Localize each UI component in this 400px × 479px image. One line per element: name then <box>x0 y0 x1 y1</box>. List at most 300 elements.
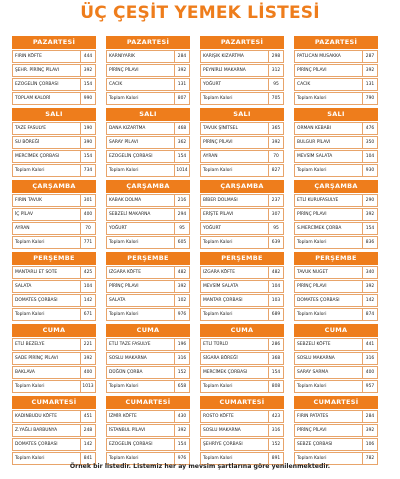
dish-row <box>200 266 284 279</box>
dish-calories: 392 <box>80 353 95 364</box>
total-label: Toplam Kalori <box>109 384 139 389</box>
total-label: Toplam Kalori <box>297 240 327 245</box>
dish-calories: 340 <box>362 267 377 278</box>
total-label: Toplam Kalori <box>15 384 45 389</box>
dish-calories: 298 <box>268 51 283 62</box>
menu-card <box>294 108 378 173</box>
dish-name: CACIK <box>109 82 123 87</box>
dish-calories: 104 <box>268 281 283 292</box>
dish-name: SEBZELİ KÖFTE <box>297 342 331 347</box>
dish-row <box>12 194 96 207</box>
dish-name: DOMATES ÇORBASI <box>15 298 58 303</box>
dish-name: YOĞURT <box>109 226 127 231</box>
dish-calories: 95 <box>174 223 189 234</box>
day-header: PAZARTESİ <box>294 36 378 49</box>
dish-calories: 221 <box>80 339 95 350</box>
day-header: ÇARŞAMBA <box>294 180 378 193</box>
dish-name: ETLİ KURUFASULYE <box>297 198 339 203</box>
dish-calories: 392 <box>362 281 377 292</box>
total-calories: 734 <box>80 165 95 176</box>
dish-name: MERCİMEK ÇORBASI <box>15 154 60 159</box>
dish-calories: 482 <box>174 267 189 278</box>
dish-name: KABAK DOLMA <box>109 198 142 203</box>
dish-calories: 152 <box>174 367 189 378</box>
dish-name: BİBER DOLMASI <box>203 198 238 203</box>
dish-name: KARIŞIK KIZARTMA <box>203 54 244 59</box>
dish-calories: 476 <box>362 123 377 134</box>
dish-calories: 154 <box>80 79 95 90</box>
dish-name: TAVUK ŞİNİTSEL <box>203 126 238 131</box>
dish-name: SALATA <box>15 284 32 289</box>
footer-note: Örnek bir listedir. Listemiz her ay mevsim şartlarına göre yenilenmektedir. <box>69 463 331 470</box>
dish-row <box>12 338 96 351</box>
total-calories: 639 <box>268 237 283 248</box>
dish-calories: 190 <box>80 123 95 134</box>
day-header: CUMA <box>12 324 96 337</box>
total-label: Toplam Kalori <box>109 312 139 317</box>
total-label: Toplam Kalori <box>15 168 45 173</box>
dish-calories: 425 <box>80 267 95 278</box>
dish-name: ERİŞTE PİLAVI <box>203 212 234 217</box>
menu-card <box>106 180 190 245</box>
total-label: Toplam Kalori <box>109 456 139 461</box>
dish-row <box>200 280 284 293</box>
total-row <box>106 236 190 249</box>
total-calories: 930 <box>362 165 377 176</box>
dish-name: İÇ PİLAV <box>15 212 33 217</box>
day-header: ÇARŞAMBA <box>200 180 284 193</box>
dish-row <box>12 424 96 437</box>
day-header: CUMARTESİ <box>106 396 190 409</box>
dish-row <box>106 366 190 379</box>
total-calories: 827 <box>268 165 283 176</box>
total-row <box>12 92 96 105</box>
dish-name: ETLİ TÜRLÜ <box>203 342 228 347</box>
total-calories: 836 <box>362 237 377 248</box>
dish-name: PİRİNÇ PİLAVI <box>109 68 139 73</box>
dish-row <box>294 50 378 63</box>
menu-card <box>106 396 190 461</box>
day-header: CUMA <box>200 324 284 337</box>
dish-calories: 154 <box>174 439 189 450</box>
dish-calories: 287 <box>362 51 377 62</box>
dish-calories: 400 <box>80 367 95 378</box>
total-row <box>294 236 378 249</box>
day-header: CUMA <box>294 324 378 337</box>
dish-row <box>294 280 378 293</box>
dish-row <box>12 410 96 423</box>
dish-name: SOSLU MAKARNA <box>109 356 147 361</box>
total-row <box>12 308 96 321</box>
day-header: PERŞEMBE <box>12 252 96 265</box>
dish-row <box>294 64 378 77</box>
dish-row <box>12 50 96 63</box>
dish-calories: 423 <box>268 411 283 422</box>
dish-calories: 392 <box>174 281 189 292</box>
menu-card <box>106 252 190 317</box>
dish-name: İSTANBUL PİLAVI <box>109 428 146 433</box>
total-label: Toplam Kalori <box>297 384 327 389</box>
dish-row <box>106 266 190 279</box>
dish-row <box>294 208 378 221</box>
dish-name: SARAY PİLAVI <box>109 140 138 145</box>
dish-name: SİGARA BÖREĞİ <box>203 356 238 361</box>
total-row <box>294 308 378 321</box>
dish-row <box>12 150 96 163</box>
dish-calories: 103 <box>268 295 283 306</box>
menu-card <box>106 324 190 389</box>
dish-name: SALATA <box>109 298 126 303</box>
dish-row <box>12 208 96 221</box>
dish-calories: 301 <box>80 195 95 206</box>
day-header: PAZARTESİ <box>200 36 284 49</box>
total-row <box>106 380 190 393</box>
dish-row <box>106 150 190 163</box>
dish-row <box>12 266 96 279</box>
dish-row <box>294 266 378 279</box>
dish-calories: 316 <box>362 353 377 364</box>
dish-name: CACIK <box>297 82 311 87</box>
dish-calories: 294 <box>174 209 189 220</box>
dish-calories: 316 <box>174 353 189 364</box>
dish-calories: 196 <box>174 339 189 350</box>
total-row <box>200 236 284 249</box>
dish-name: TAVUK NUGET <box>297 270 328 275</box>
dish-row <box>200 438 284 451</box>
dish-calories: 392 <box>362 65 377 76</box>
dish-calories: 284 <box>174 51 189 62</box>
dish-row <box>200 64 284 77</box>
total-label: Toplam Kalori <box>297 96 327 101</box>
total-calories: 841 <box>80 453 95 464</box>
dish-name: SU BÖREĞİ <box>15 140 40 145</box>
dish-name: MEVSİM SALATA <box>203 284 239 289</box>
dish-calories: 390 <box>80 137 95 148</box>
total-calories: 976 <box>174 453 189 464</box>
menu-card <box>200 252 284 317</box>
dish-row <box>200 208 284 221</box>
dish-name: MANTAR ÇORBASI <box>203 298 243 303</box>
dish-calories: 154 <box>80 151 95 162</box>
total-calories: 782 <box>362 453 377 464</box>
total-row <box>200 308 284 321</box>
dish-row <box>294 410 378 423</box>
dish-row <box>294 366 378 379</box>
total-label: Toplam Kalori <box>15 240 45 245</box>
dish-row <box>200 338 284 351</box>
day-header: SALI <box>294 108 378 121</box>
dish-name: MEVSİM SALATA <box>297 154 333 159</box>
dish-row <box>200 136 284 149</box>
dish-row <box>294 150 378 163</box>
day-header: CUMARTESİ <box>294 396 378 409</box>
dish-calories: 307 <box>268 209 283 220</box>
menu-card <box>200 108 284 173</box>
total-label: Toplam Kalori <box>203 240 233 245</box>
total-label: TOPLAM KALORİ <box>15 96 51 101</box>
total-row <box>200 92 284 105</box>
dish-row <box>12 294 96 307</box>
menu-card <box>200 36 284 101</box>
total-row <box>294 164 378 177</box>
dish-name: FIRIN KÖFTE <box>15 54 42 59</box>
total-label: Toplam Kalori <box>297 456 327 461</box>
dish-name: Z.YAĞLI BARBUNYA <box>15 428 58 433</box>
dish-name: AYRAN <box>203 154 218 159</box>
dish-row <box>12 280 96 293</box>
dish-calories: 441 <box>362 339 377 350</box>
dish-row <box>294 222 378 235</box>
dish-row <box>294 136 378 149</box>
dish-row <box>294 294 378 307</box>
dish-name: KADINBUDU KÖFTE <box>15 414 57 419</box>
dish-calories: 430 <box>174 411 189 422</box>
menu-card <box>200 180 284 245</box>
dish-calories: 106 <box>362 439 377 450</box>
menu-card <box>294 252 378 317</box>
menu-grid <box>12 36 390 461</box>
total-label: Toplam Kalori <box>203 96 233 101</box>
dish-name: DANA KIZARTMA <box>109 126 146 131</box>
dish-row <box>200 424 284 437</box>
total-row <box>106 92 190 105</box>
dish-calories: 482 <box>268 267 283 278</box>
dish-name: ROSTO KÖFTE <box>203 414 234 419</box>
total-calories: 790 <box>362 93 377 104</box>
menu-card <box>106 36 190 101</box>
dish-name: PİRİNÇ PİLAVI <box>297 68 327 73</box>
dish-name: PATLICAN MUSAKKA <box>297 54 341 59</box>
total-calories: 771 <box>80 237 95 248</box>
dish-row <box>294 438 378 451</box>
dish-calories: 392 <box>174 425 189 436</box>
dish-calories: 70 <box>268 151 283 162</box>
dish-calories: 286 <box>268 339 283 350</box>
day-header: PAZARTESİ <box>106 36 190 49</box>
dish-row <box>106 78 190 91</box>
page-title: ÜÇ ÇEŞİT YEMEK LİSTESİ <box>80 3 320 23</box>
dish-calories: 237 <box>268 195 283 206</box>
dish-calories: 392 <box>362 209 377 220</box>
dish-row <box>106 50 190 63</box>
dish-name: PİRİNÇ PİLAVI <box>297 212 327 217</box>
dish-calories: 104 <box>80 281 95 292</box>
total-row <box>294 380 378 393</box>
dish-calories: 142 <box>80 439 95 450</box>
total-calories: 808 <box>268 381 283 392</box>
total-label: Toplam Kalori <box>297 168 327 173</box>
dish-row <box>200 410 284 423</box>
dish-calories: 392 <box>174 65 189 76</box>
total-row <box>12 380 96 393</box>
dish-row <box>294 352 378 365</box>
total-label: Toplam Kalori <box>109 240 139 245</box>
dish-name: AYRAN <box>15 226 30 231</box>
total-calories: 874 <box>362 309 377 320</box>
dish-row <box>106 194 190 207</box>
total-label: Toplam Kalori <box>109 168 139 173</box>
menu-card <box>12 396 96 461</box>
dish-calories: 400 <box>362 367 377 378</box>
dish-calories: 316 <box>268 425 283 436</box>
dish-row <box>106 352 190 365</box>
dish-row <box>106 208 190 221</box>
dish-row <box>106 410 190 423</box>
total-label: Toplam Kalori <box>109 96 139 101</box>
dish-calories: 104 <box>362 151 377 162</box>
total-row <box>200 164 284 177</box>
dish-calories: 468 <box>174 123 189 134</box>
dish-name: ORMAN KEBABI <box>297 126 331 131</box>
menu-card <box>294 396 378 461</box>
menu-card <box>294 180 378 245</box>
dish-name: FIRIN TAVUK <box>15 198 43 203</box>
dish-name: TAZE FASULYE <box>15 126 46 131</box>
dish-name: DOMATES ÇORBASI <box>297 298 340 303</box>
dish-calories: 392 <box>80 65 95 76</box>
dish-name: PİRİNÇ PİLAVI <box>297 284 327 289</box>
dish-calories: 152 <box>268 439 283 450</box>
total-calories: 671 <box>80 309 95 320</box>
dish-name: ŞEHRİYE ÇORBASI <box>203 442 243 447</box>
menu-card <box>12 252 96 317</box>
dish-row <box>200 294 284 307</box>
dish-name: YOĞURT <box>203 226 221 231</box>
total-label: Toplam Kalori <box>203 168 233 173</box>
dish-row <box>200 222 284 235</box>
dish-calories: 350 <box>362 137 377 148</box>
total-row <box>106 164 190 177</box>
total-calories: 1013 <box>80 381 95 392</box>
dish-name: EZOGELİN ÇORBASI <box>15 82 59 87</box>
total-calories: 990 <box>80 93 95 104</box>
menu-card <box>106 108 190 173</box>
dish-calories: 216 <box>174 195 189 206</box>
dish-row <box>12 78 96 91</box>
dish-name: BAKLAVA <box>15 370 35 375</box>
dish-name: YOĞURT <box>203 82 221 87</box>
dish-row <box>294 122 378 135</box>
dish-row <box>12 438 96 451</box>
dish-calories: 312 <box>268 65 283 76</box>
menu-card <box>12 180 96 245</box>
total-label: Toplam Kalori <box>203 384 233 389</box>
dish-row <box>12 366 96 379</box>
dish-name: İZMİR KÖFTE <box>109 414 137 419</box>
dish-row <box>12 136 96 149</box>
dish-row <box>12 64 96 77</box>
dish-row <box>12 222 96 235</box>
dish-calories: 392 <box>268 137 283 148</box>
dish-name: ETLİ BEZELYE <box>15 342 45 347</box>
day-header: SALI <box>12 108 96 121</box>
dish-calories: 365 <box>268 123 283 134</box>
day-header: ÇARŞAMBA <box>12 180 96 193</box>
dish-calories: 142 <box>362 295 377 306</box>
total-calories: 658 <box>174 381 189 392</box>
menu-card <box>12 36 96 101</box>
menu-card <box>12 324 96 389</box>
dish-name: KARNIYARIK <box>109 54 136 59</box>
day-header: CUMA <box>106 324 190 337</box>
total-calories: 891 <box>268 453 283 464</box>
dish-row <box>200 122 284 135</box>
dish-name: PİRİNÇ PİLAVI <box>203 140 233 145</box>
total-calories: 957 <box>362 381 377 392</box>
dish-row <box>106 424 190 437</box>
total-row <box>200 380 284 393</box>
dish-calories: 368 <box>268 353 283 364</box>
day-header: CUMARTESİ <box>200 396 284 409</box>
dish-name: SADE PİRİNÇ PİLAVI <box>15 356 58 361</box>
total-label: Toplam Kalori <box>203 456 233 461</box>
dish-name: SEBZE ÇORBASI <box>297 442 333 447</box>
dish-row <box>106 122 190 135</box>
menu-card <box>12 108 96 173</box>
dish-row <box>294 194 378 207</box>
total-label: Toplam Kalori <box>297 312 327 317</box>
dish-row <box>294 338 378 351</box>
day-header: PAZARTESİ <box>12 36 96 49</box>
dish-name: SARAY SARMA <box>297 370 329 375</box>
dish-row <box>294 78 378 91</box>
dish-calories: 131 <box>174 79 189 90</box>
dish-calories: 451 <box>80 411 95 422</box>
total-calories: 689 <box>268 309 283 320</box>
day-header: SALI <box>106 108 190 121</box>
total-calories: 605 <box>174 237 189 248</box>
dish-calories: 284 <box>362 411 377 422</box>
dish-row <box>106 294 190 307</box>
dish-name: ŞEHR. PİRİNÇ PİLAVI <box>15 68 60 73</box>
dish-row <box>200 50 284 63</box>
dish-row <box>12 122 96 135</box>
dish-row <box>106 280 190 293</box>
dish-row <box>106 438 190 451</box>
dish-calories: 102 <box>174 295 189 306</box>
dish-row <box>106 136 190 149</box>
menu-card <box>200 396 284 461</box>
dish-name: SOSLU MAKARNA <box>297 356 335 361</box>
dish-name: DOMATES ÇORBASI <box>15 442 58 447</box>
dish-calories: 154 <box>268 367 283 378</box>
dish-name: MANTARLI ET SOTE <box>15 270 58 275</box>
total-calories: 976 <box>174 309 189 320</box>
dish-calories: 95 <box>268 223 283 234</box>
total-calories: 705 <box>268 93 283 104</box>
dish-calories: 154 <box>362 223 377 234</box>
total-label: Toplam Kalori <box>15 456 45 461</box>
dish-name: IZGARA KÖFTE <box>203 270 235 275</box>
dish-name: S.MERCİMEK ÇORBA <box>297 226 342 231</box>
dish-row <box>294 424 378 437</box>
dish-calories: 290 <box>362 195 377 206</box>
dish-calories: 142 <box>80 295 95 306</box>
day-header: SALI <box>200 108 284 121</box>
total-row <box>106 308 190 321</box>
dish-row <box>106 338 190 351</box>
dish-name: EZOGELİN ÇORBASI <box>109 154 153 159</box>
dish-row <box>200 366 284 379</box>
menu-card <box>294 36 378 101</box>
dish-calories: 444 <box>80 51 95 62</box>
dish-name: PEYNİRLİ MAKARNA <box>203 68 246 73</box>
day-header: PERŞEMBE <box>106 252 190 265</box>
dish-row <box>12 352 96 365</box>
total-row <box>12 236 96 249</box>
dish-name: SOSLU MAKARNA <box>203 428 241 433</box>
dish-calories: 400 <box>80 209 95 220</box>
